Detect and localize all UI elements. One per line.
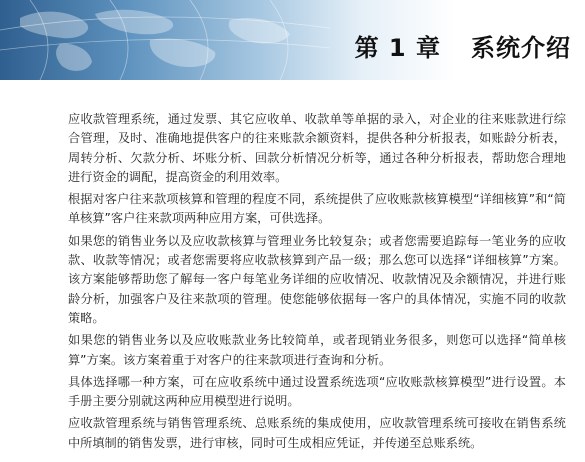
body-text: [68, 110, 566, 456]
paragraph-detailed: 如果您的销售业务以及应收款核算与管理业务比较复杂；或者您需要追踪每一笔业务的应收款、收款等情况；或者您需要将应收款核算到产品一级；那么您可以选择“详细核算”方案。该方案能够帮助您了解每一客户每笔业务详细的应收情况、收款情况及余额情况，并进行账龄分析，加强客户及往来款项的管理。使您能够依据每一客户的具体情况，实施不同的收款策略。: [68, 233, 566, 325]
paragraph-selection: 具体选择哪一种方案，可在应收系统中通过设置系统选项“应收账款核算模型”进行设置。本手册主要分别就这两种应用模型进行说明。: [68, 374, 566, 409]
chapter-name: 系统介绍: [471, 34, 571, 62]
paragraph-models: 根据对客户往来款项核算和管理的程度不同，系统提供了应收账款核算模型“详细核算”和“简单核算”客户往来款项两种应用方案，可供选择。: [68, 192, 566, 226]
header-banner: [0, 0, 585, 80]
paragraph-overview: 应收款管理系统，通过发票、其它应收单、收款单等单据的录入，对企业的往来账款进行综合管理，及时、准确地提供客户的往来账款余额资料，提供各种分析报表，如账龄分析表，周转分析、欠款分析、坏账分析、回款分析情况分析等，通过各种分析报表，帮助您合理地进行资金的调配，提高资金的利用效率。: [68, 112, 566, 184]
chapter-title: [355, 28, 571, 63]
chapter-label: 第 1 章: [354, 34, 441, 62]
paragraph-simple: 如果您的销售业务以及应收账款业务比较简单，或者现销业务很多，则您可以选择“简单核算”方案。该方案着重于对客户的往来款项进行查询和分析。: [68, 333, 566, 367]
paragraph-integration: 应收款管理系统与销售管理系统、总账系统的集成使用，应收款管理系统可接收在销售系统中所填制的销售发票，进行审核，同时可生成相应凭证，并传递至总账系统。: [68, 416, 566, 450]
